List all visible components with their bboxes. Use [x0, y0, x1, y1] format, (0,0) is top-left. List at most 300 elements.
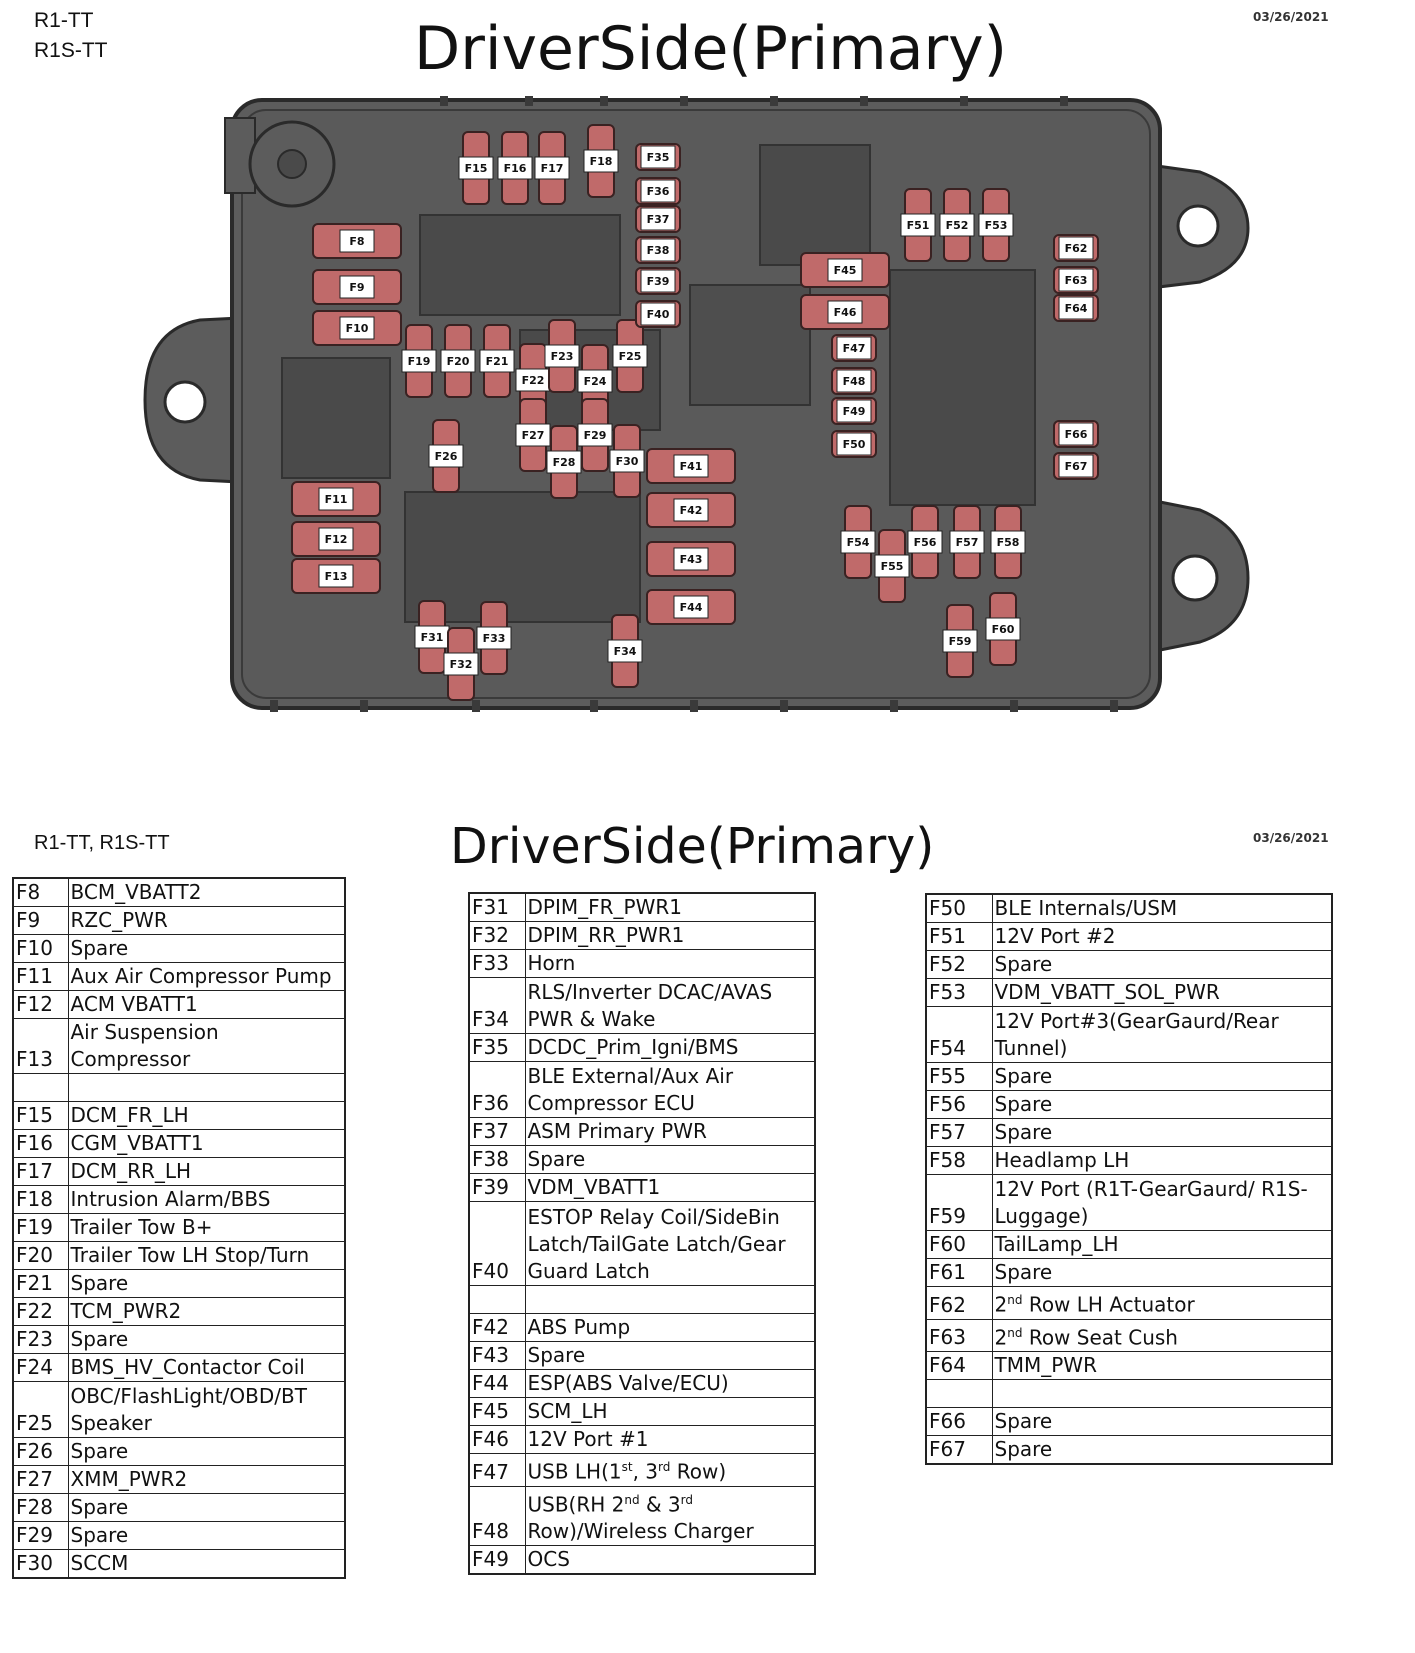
fuse-f63: [1054, 267, 1098, 293]
fuse-id-cell: F10: [13, 935, 68, 963]
table-row: [13, 935, 345, 963]
fuse-f37: [636, 206, 680, 232]
fuse-f57: [950, 506, 984, 578]
fuse-description-cell: Spare: [68, 935, 345, 963]
fuse-description-cell: TailLamp_LH: [992, 1231, 1332, 1259]
fuse-label: F41: [679, 460, 703, 473]
fuse-id-cell: F63: [926, 1319, 992, 1352]
fuse-f38: [636, 237, 680, 263]
table-row: [469, 922, 815, 950]
table-row: [469, 1118, 815, 1146]
fuse-id-cell: F45: [469, 1398, 525, 1426]
fuse-description-cell: ESTOP Relay Coil/SideBin Latch/TailGate Latch/Gear Guard Latch: [525, 1202, 815, 1286]
fuse-id-cell: [13, 1074, 68, 1102]
fuse-description-cell: [525, 1286, 815, 1314]
fuse-label: F11: [324, 493, 348, 506]
fuse-description-cell: VDM_VBATT_SOL_PWR: [992, 979, 1332, 1007]
table-row: [13, 963, 345, 991]
fuse-id-cell: F58: [926, 1147, 992, 1175]
fuse-f39: [636, 268, 680, 294]
fuse-f30: [610, 425, 644, 497]
fuse-f21: [480, 325, 514, 397]
fuse-id-cell: F16: [13, 1130, 68, 1158]
fuse-description-cell: 2nd Row LH Actuator: [992, 1287, 1332, 1320]
fuse-label: F33: [482, 632, 506, 645]
fuse-f47: [832, 335, 876, 361]
fuse-f67: [1054, 453, 1098, 479]
fuse-f23: [545, 320, 579, 392]
fuse-f66: [1054, 421, 1098, 447]
table-row: [469, 1486, 815, 1546]
fuse-description-cell: 2nd Row Seat Cush: [992, 1319, 1332, 1352]
fuse-description-cell: Spare: [68, 1494, 345, 1522]
fuse-label: F49: [842, 405, 866, 418]
fuse-f56: [908, 506, 942, 578]
fuse-description-cell: TMM_PWR: [992, 1352, 1332, 1380]
table-row: [13, 1158, 345, 1186]
fuse-label: F23: [550, 350, 574, 363]
table-row: [13, 1242, 345, 1270]
fuse-f8: [313, 224, 401, 258]
fuse-description-cell: RLS/Inverter DCAC/AVAS PWR & Wake: [525, 978, 815, 1034]
fuse-id-cell: F17: [13, 1158, 68, 1186]
fuse-label: F15: [464, 162, 488, 175]
fuse-label: F12: [324, 533, 348, 546]
fuse-label: F40: [646, 308, 670, 321]
table-row: [469, 978, 815, 1034]
fuse-id-cell: F51: [926, 923, 992, 951]
fuse-description-cell: Trailer Tow LH Stop/Turn: [68, 1242, 345, 1270]
fuse-description-cell: BLE Internals/USM: [992, 894, 1332, 923]
fuse-f62: [1054, 235, 1098, 261]
fuse-label: F46: [833, 306, 857, 319]
fuse-table-3: [925, 893, 1333, 1465]
fuse-f35: [636, 144, 680, 170]
date-stamp: 03/26/2021: [1253, 10, 1329, 24]
table-row: [926, 1231, 1332, 1259]
fuse-label: F19: [407, 355, 431, 368]
fuse-description-cell: ASM Primary PWR: [525, 1118, 815, 1146]
table-row: [13, 1130, 345, 1158]
fuse-label: F50: [842, 438, 866, 451]
fuse-id-cell: F27: [13, 1466, 68, 1494]
fuse-label: F39: [646, 275, 670, 288]
fuse-label: F52: [945, 219, 969, 232]
fuse-f40: [636, 301, 680, 327]
fuse-description-cell: Spare: [992, 951, 1332, 979]
fuse-id-cell: F26: [13, 1438, 68, 1466]
fuse-f50: [832, 431, 876, 457]
table-row: [926, 1436, 1332, 1465]
fuse-id-cell: F59: [926, 1175, 992, 1231]
table-row: [13, 1019, 345, 1074]
fuse-id-cell: F46: [469, 1426, 525, 1454]
table-row: [926, 1408, 1332, 1436]
table-row: [13, 1494, 345, 1522]
fuse-description-cell: DCM_FR_LH: [68, 1102, 345, 1130]
fuse-f33: [477, 602, 511, 674]
fuse-label: F67: [1064, 460, 1088, 473]
fuse-description-cell: Spare: [68, 1522, 345, 1550]
fuse-f42: [647, 493, 735, 527]
fuse-id-cell: [469, 1286, 525, 1314]
fuse-description-cell: DPIM_RR_PWR1: [525, 922, 815, 950]
fuse-label: F16: [503, 162, 527, 175]
fuse-label: F38: [646, 244, 670, 257]
table-row: [926, 1380, 1332, 1408]
table-row: [13, 1074, 345, 1102]
fuse-description-cell: [68, 1074, 345, 1102]
fuse-description-cell: ACM VBATT1: [68, 991, 345, 1019]
fuse-description-cell: 12V Port #2: [992, 923, 1332, 951]
fuse-label: F56: [913, 536, 937, 549]
fuse-description-cell: Spare: [992, 1119, 1332, 1147]
fuse-id-cell: F18: [13, 1186, 68, 1214]
fuse-label: F48: [842, 375, 866, 388]
table-row: [469, 1342, 815, 1370]
fuse-id-cell: F48: [469, 1486, 525, 1546]
fuse-id-cell: F25: [13, 1382, 68, 1438]
fuse-id-cell: F50: [926, 894, 992, 923]
page-title: DriverSide(Primary): [414, 14, 1008, 84]
fuse-description-cell: TCM_PWR2: [68, 1298, 345, 1326]
fuse-description-cell: 12V Port#3(GearGaurd/Rear Tunnel): [992, 1007, 1332, 1063]
table-row: [926, 1319, 1332, 1352]
fuse-label: F35: [646, 151, 670, 164]
fuse-label: F32: [449, 658, 473, 671]
fuse-id-cell: F33: [469, 950, 525, 978]
fuse-id-cell: F13: [13, 1019, 68, 1074]
fuse-label: F57: [955, 536, 979, 549]
table-row: [926, 979, 1332, 1007]
table-row: [13, 991, 345, 1019]
fuse-id-cell: F28: [13, 1494, 68, 1522]
fuse-label: F34: [613, 645, 637, 658]
fuse-description-cell: Spare: [68, 1438, 345, 1466]
fuse-description-cell: 12V Port #1: [525, 1426, 815, 1454]
table-row: [13, 1466, 345, 1494]
fuse-label: F51: [906, 219, 930, 232]
fuse-description-cell: ABS Pump: [525, 1314, 815, 1342]
fuse-f16: [498, 132, 532, 204]
table-row: [13, 1550, 345, 1579]
fuse-label: F31: [420, 631, 444, 644]
fuse-f28: [547, 426, 581, 498]
fuse-f41: [647, 449, 735, 483]
fuse-label: F18: [589, 155, 613, 168]
table-row: [469, 1426, 815, 1454]
fuse-description-cell: DCM_RR_LH: [68, 1158, 345, 1186]
fuse-description-cell: Horn: [525, 950, 815, 978]
fuse-id-cell: F54: [926, 1007, 992, 1063]
fuse-f52: [940, 189, 974, 261]
fuse-f15: [459, 132, 493, 204]
fuse-label: F47: [842, 342, 866, 355]
fuse-label: F53: [984, 219, 1008, 232]
fuse-f53: [979, 189, 1013, 261]
fuse-f55: [875, 530, 909, 602]
table-row: [926, 1063, 1332, 1091]
fuse-f10: [313, 311, 401, 345]
fuse-label: F20: [446, 355, 470, 368]
fuse-id-cell: F44: [469, 1370, 525, 1398]
fuse-f46: [801, 295, 889, 329]
table-row: [926, 1119, 1332, 1147]
fuse-id-cell: F30: [13, 1550, 68, 1579]
fuse-description-cell: Spare: [992, 1408, 1332, 1436]
fuse-description-cell: Spare: [992, 1063, 1332, 1091]
fuse-f45: [801, 253, 889, 287]
fuse-f13: [292, 559, 380, 593]
table-row: [926, 1287, 1332, 1320]
fuse-label: F36: [646, 185, 670, 198]
fuse-id-cell: F67: [926, 1436, 992, 1465]
fuse-id-cell: F40: [469, 1202, 525, 1286]
fuse-description-cell: 12V Port (R1T-GearGaurd/ R1S-Luggage): [992, 1175, 1332, 1231]
fuse-label: F25: [618, 350, 642, 363]
fuse-id-cell: F34: [469, 978, 525, 1034]
fuse-id-cell: F11: [13, 963, 68, 991]
fuse-id-cell: F64: [926, 1352, 992, 1380]
fuse-id-cell: F52: [926, 951, 992, 979]
fuse-id-cell: F38: [469, 1146, 525, 1174]
table-row: [13, 1102, 345, 1130]
fuse-id-cell: F36: [469, 1062, 525, 1118]
fuse-f48: [832, 368, 876, 394]
table-row: [13, 1326, 345, 1354]
fuse-description-cell: VDM_VBATT1: [525, 1174, 815, 1202]
fuse-f18: [584, 125, 618, 197]
fuse-id-cell: [926, 1380, 992, 1408]
fuse-description-cell: OCS: [525, 1546, 815, 1575]
fuse-label: F27: [521, 429, 545, 442]
fuse-label: F43: [679, 553, 703, 566]
fuse-id-cell: F57: [926, 1119, 992, 1147]
table-row: [13, 1186, 345, 1214]
fuse-id-cell: F49: [469, 1546, 525, 1575]
fuse-description-cell: BLE External/Aux Air Compressor ECU: [525, 1062, 815, 1118]
fuse-id-cell: F19: [13, 1214, 68, 1242]
table-row: [13, 1522, 345, 1550]
fuse-description-cell: USB(RH 2nd & 3rd Row)/Wireless Charger: [525, 1486, 815, 1546]
table-row: [13, 1438, 345, 1466]
fuse-f20: [441, 325, 475, 397]
table-row: [926, 1147, 1332, 1175]
fuse-box-diagram: [0, 0, 1415, 760]
fuse-id-cell: F43: [469, 1342, 525, 1370]
fuse-f43: [647, 542, 735, 576]
fuse-id-cell: F60: [926, 1231, 992, 1259]
fuse-description-cell: Headlamp LH: [992, 1147, 1332, 1175]
fuse-f27: [516, 399, 550, 471]
table-row: [926, 1259, 1332, 1287]
fuse-label: F60: [991, 623, 1015, 636]
table-row: [469, 950, 815, 978]
fuse-description-cell: ESP(ABS Valve/ECU): [525, 1370, 815, 1398]
fuse-description-cell: OBC/FlashLight/OBD/BT Speaker: [68, 1382, 345, 1438]
table-row: [926, 1091, 1332, 1119]
fuse-id-cell: F35: [469, 1034, 525, 1062]
fuse-label: F9: [349, 281, 365, 294]
model-line-1: R1-TT: [34, 9, 94, 32]
fuse-f36: [636, 178, 680, 204]
table-row: [469, 1370, 815, 1398]
fuse-id-cell: F61: [926, 1259, 992, 1287]
table-row: [469, 1314, 815, 1342]
fuse-label: F42: [679, 504, 703, 517]
fuse-id-cell: F22: [13, 1298, 68, 1326]
fuse-description-cell: [992, 1380, 1332, 1408]
fuse-description-cell: Spare: [992, 1259, 1332, 1287]
table-row: [13, 1382, 345, 1438]
fuse-label: F45: [833, 264, 857, 277]
fuse-id-cell: F24: [13, 1354, 68, 1382]
fuse-description-cell: DPIM_FR_PWR1: [525, 893, 815, 922]
fuse-f12: [292, 522, 380, 556]
fuse-table-1: [12, 877, 346, 1579]
fuse-id-cell: F8: [13, 878, 68, 907]
table-row: [469, 1398, 815, 1426]
fuse-id-cell: F55: [926, 1063, 992, 1091]
table-row: [926, 1175, 1332, 1231]
fuse-id-cell: F47: [469, 1454, 525, 1487]
table-row: [13, 907, 345, 935]
fuse-description-cell: Intrusion Alarm/BBS: [68, 1186, 345, 1214]
fuse-f44: [647, 590, 735, 624]
fuse-id-cell: F66: [926, 1408, 992, 1436]
table-row: [469, 1546, 815, 1575]
fuse-id-cell: F39: [469, 1174, 525, 1202]
fuse-label: F13: [324, 570, 348, 583]
fuse-label: F22: [521, 374, 545, 387]
table-row: [926, 923, 1332, 951]
fuse-f49: [832, 398, 876, 424]
fuse-description-cell: XMM_PWR2: [68, 1466, 345, 1494]
table-row: [926, 1352, 1332, 1380]
table-row: [13, 1214, 345, 1242]
fuse-description-cell: Spare: [68, 1270, 345, 1298]
table-row: [13, 878, 345, 907]
fuse-id-cell: F15: [13, 1102, 68, 1130]
fuse-label: F24: [583, 375, 607, 388]
table-row: [469, 1174, 815, 1202]
fuse-description-cell: CGM_VBATT1: [68, 1130, 345, 1158]
fuse-description-cell: Spare: [525, 1146, 815, 1174]
fuse-id-cell: F21: [13, 1270, 68, 1298]
fuse-label: F8: [349, 235, 365, 248]
fuse-label: F44: [679, 601, 703, 614]
table-row: [13, 1298, 345, 1326]
fuse-id-cell: F56: [926, 1091, 992, 1119]
table-row: [13, 1354, 345, 1382]
fuse-f26: [429, 420, 463, 492]
model-line-2: R1S-TT: [34, 39, 108, 62]
fuse-f25: [613, 320, 647, 392]
fuse-description-cell: Air Suspension Compressor: [68, 1019, 345, 1074]
fuse-description-cell: Spare: [68, 1326, 345, 1354]
fuse-description-cell: BCM_VBATT2: [68, 878, 345, 907]
table-row: [926, 1007, 1332, 1063]
table-row: [469, 1062, 815, 1118]
table-row: [469, 1146, 815, 1174]
fuse-description-cell: Trailer Tow B+: [68, 1214, 345, 1242]
fuse-label: F66: [1064, 428, 1088, 441]
fuse-f59: [943, 605, 977, 677]
fuse-description-cell: BMS_HV_Contactor Coil: [68, 1354, 345, 1382]
fuse-f54: [841, 506, 875, 578]
fuse-id-cell: F12: [13, 991, 68, 1019]
fuse-id-cell: F62: [926, 1287, 992, 1320]
fuse-label: F28: [552, 456, 576, 469]
table-row: [469, 1202, 815, 1286]
fuse-f58: [991, 506, 1025, 578]
fuse-description-cell: DCDC_Prim_Igni/BMS: [525, 1034, 815, 1062]
table-row: [13, 1270, 345, 1298]
fuse-label: F63: [1064, 274, 1088, 287]
fuse-id-cell: F29: [13, 1522, 68, 1550]
fuse-label: F64: [1064, 302, 1088, 315]
fuse-label: F62: [1064, 242, 1088, 255]
fuse-f19: [402, 325, 436, 397]
table-row: [469, 1454, 815, 1487]
fuse-f64: [1054, 295, 1098, 321]
table-model-label: R1-TT, R1S-TT: [34, 832, 170, 854]
fuse-f9: [313, 270, 401, 304]
fuse-id-cell: F20: [13, 1242, 68, 1270]
fuse-f17: [535, 132, 569, 204]
fuse-description-cell: Aux Air Compressor Pump: [68, 963, 345, 991]
table-row: [469, 1286, 815, 1314]
fuse-label: F59: [948, 635, 972, 648]
fuse-f29: [578, 399, 612, 471]
fuse-id-cell: F53: [926, 979, 992, 1007]
fuse-description-cell: Spare: [992, 1091, 1332, 1119]
fuse-f34: [608, 615, 642, 687]
fuse-f60: [986, 593, 1020, 665]
fuse-label: F37: [646, 213, 670, 226]
fuse-label: F17: [540, 162, 564, 175]
fuse-label: F10: [345, 322, 369, 335]
table-title: DriverSide(Primary): [450, 818, 935, 875]
fuse-label: F55: [880, 560, 904, 573]
fuse-description-cell: Spare: [525, 1342, 815, 1370]
fuse-description-cell: SCM_LH: [525, 1398, 815, 1426]
fuse-label: F30: [615, 455, 639, 468]
table-row: [469, 1034, 815, 1062]
fuse-f32: [444, 628, 478, 700]
table-row: [926, 894, 1332, 923]
fuse-description-cell: Spare: [992, 1436, 1332, 1465]
fuse-label: F29: [583, 429, 607, 442]
fuse-id-cell: F9: [13, 907, 68, 935]
fuse-id-cell: F42: [469, 1314, 525, 1342]
fuse-id-cell: F37: [469, 1118, 525, 1146]
fuse-description-cell: USB LH(1st, 3rd Row): [525, 1454, 815, 1487]
fuse-id-cell: F23: [13, 1326, 68, 1354]
table-row: [469, 893, 815, 922]
table-row: [926, 951, 1332, 979]
fuse-label: F54: [846, 536, 870, 549]
fuse-description-cell: SCCM: [68, 1550, 345, 1579]
fuse-f51: [901, 189, 935, 261]
fuse-id-cell: F31: [469, 893, 525, 922]
fuse-label: F21: [485, 355, 509, 368]
fuse-id-cell: F32: [469, 922, 525, 950]
fuse-description-cell: RZC_PWR: [68, 907, 345, 935]
fuse-label: F26: [434, 450, 458, 463]
fuse-label: F58: [996, 536, 1020, 549]
fuse-f11: [292, 482, 380, 516]
